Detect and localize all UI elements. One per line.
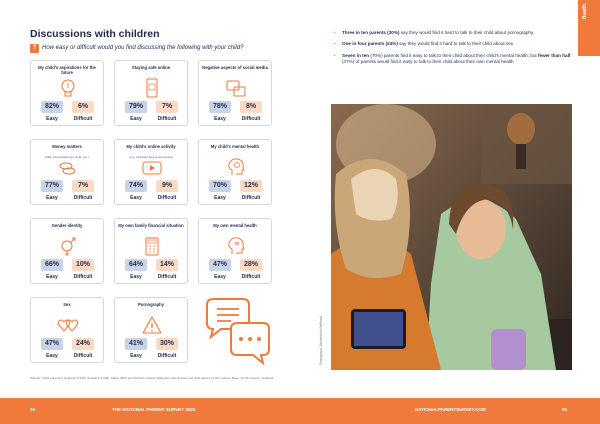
photo-parent-and-teen [331,104,572,370]
gender-symbol-icon [57,235,79,257]
easy-percent: 47% [41,338,63,350]
finding-text: (70%) parents find it easy to talk to their child about their child's mental health, but [369,52,538,58]
section-tab-label: Health [582,4,588,20]
head-icon [225,156,247,178]
finding-bold: One in four parents (24%) [342,41,398,47]
question-text: How easy or difficult would you find discussing the following with your child? [42,45,244,51]
difficult-percent: 7% [72,180,94,192]
easy-percent: 41% [125,338,147,350]
difficult-label: Difficult [241,116,261,122]
difficult-label: Difficult [241,195,261,201]
card-pornography [114,297,188,363]
card-title: Money matters [52,144,82,149]
card-money-matters [30,139,104,205]
difficult-percent: 6% [72,101,94,113]
card-title: My child's aspirations for the future [38,65,96,76]
easy-label: Easy [46,274,58,280]
card-title: Sex [63,302,71,307]
easy-percent: 64% [125,259,147,271]
easy-label: Easy [130,116,142,122]
difficult-percent: 7% [156,101,178,113]
card-child-mental-health [198,139,272,205]
easy-label: Easy [214,116,226,122]
difficult-percent: 10% [72,259,94,271]
easy-percent: 74% [125,180,147,192]
finding-text: say they would find it hard to talk to their child about sex [397,41,514,47]
card-title: Pornography [137,302,165,307]
social-media-icon [225,77,247,99]
difficult-percent: 28% [240,259,262,271]
difficult-label: Difficult [157,353,177,359]
difficult-label: Difficult [73,274,93,280]
easy-label: Easy [46,195,58,201]
difficult-label: Difficult [157,116,177,122]
easy-percent: 79% [125,101,147,113]
finding-bullet [334,41,574,47]
page-number-left: 34 [30,407,36,412]
difficult-percent: 12% [240,180,262,192]
card-title: Gender identity [51,223,83,228]
card-title: Negative aspects of social media [202,65,268,70]
difficult-percent: 9% [156,180,178,192]
key-findings [334,30,574,71]
easy-label: Easy [214,274,226,280]
easy-percent: 47% [209,259,231,271]
easy-label: Easy [46,116,58,122]
card-title: My own family financial situation [118,223,184,228]
easy-label: Easy [130,353,142,359]
coins-icon [57,156,79,178]
phone-icon [141,77,163,99]
calculator-icon [141,235,163,257]
lightbulb-icon [57,77,79,99]
page-title: Discussions with children [30,28,160,40]
difficult-label: Difficult [73,195,93,201]
section-tab [578,0,600,56]
card-title: My own mental health [213,223,257,228]
finding-text: (47%) of parents would find it easy to talk to their child about their own mental health [342,59,514,65]
difficult-percent: 30% [156,338,178,350]
head-icon [225,235,247,257]
card-gender-identity [30,218,104,284]
card-title: Staying safe online [131,65,171,70]
website-link[interactable]: NATIONALPARENTSURVEY.COM [415,407,486,412]
finding-bold: Three in ten parents (30%) [342,30,400,35]
photo-credit: Photograph: Shutterstock/Jeffbond [319,315,323,365]
difficult-percent: 24% [72,338,94,350]
easy-label: Easy [214,195,226,201]
card-title: My child's mental health [210,144,260,149]
card-staying-safe-online [114,60,188,126]
easy-label: Easy [130,274,142,280]
difficult-label: Difficult [157,195,177,201]
footnote: Sample: 3,066 parents in England (2,915), Scotland (1,500), Wales (800) and Northern Ireland (600) who have at least one child aged 4 to 18 in school. Base: All UK parents, weighted [30,376,274,380]
easy-percent: 82% [41,101,63,113]
card-family-finances [114,218,188,284]
difficult-label: Difficult [73,353,93,359]
page-footer [0,398,600,424]
question-badge: ? [30,44,39,53]
card-online-activity [114,139,188,205]
difficult-label: Difficult [73,116,93,122]
card-sex [30,297,104,363]
difficult-percent: 14% [156,259,178,271]
card-social-media [198,60,272,126]
card-own-mental-health [198,218,272,284]
easy-label: Easy [46,353,58,359]
easy-label: Easy [130,195,142,201]
difficult-label: Difficult [241,274,261,280]
finding-bullet [334,53,574,66]
easy-percent: 78% [209,101,231,113]
hearts-icon [57,314,79,336]
finding-bold: fewer than half [537,52,571,58]
card-subtitle: (e.g. websites they're accessing) [129,155,173,159]
card-title: My child's online activity [126,144,176,149]
video-icon [141,156,163,178]
easy-percent: 66% [41,259,63,271]
finding-bold: Seven in ten [342,52,370,58]
finding-bullet [334,30,574,36]
warning-icon [141,314,163,336]
chat-bubbles-icon [199,297,273,365]
finding-text: say they would find it hard to talk to their child about pornography [399,30,534,35]
page-number-right: 35 [562,407,568,412]
easy-percent: 70% [209,180,231,192]
publication-name: THE NATIONAL PARENT SURVEY 2023 [112,407,196,412]
card-subtitle: (bills, interest/savings, debt, etc.) [45,155,89,159]
card-aspirations [30,60,104,126]
difficult-percent: 8% [240,101,262,113]
difficult-label: Difficult [157,274,177,280]
easy-percent: 77% [41,180,63,192]
